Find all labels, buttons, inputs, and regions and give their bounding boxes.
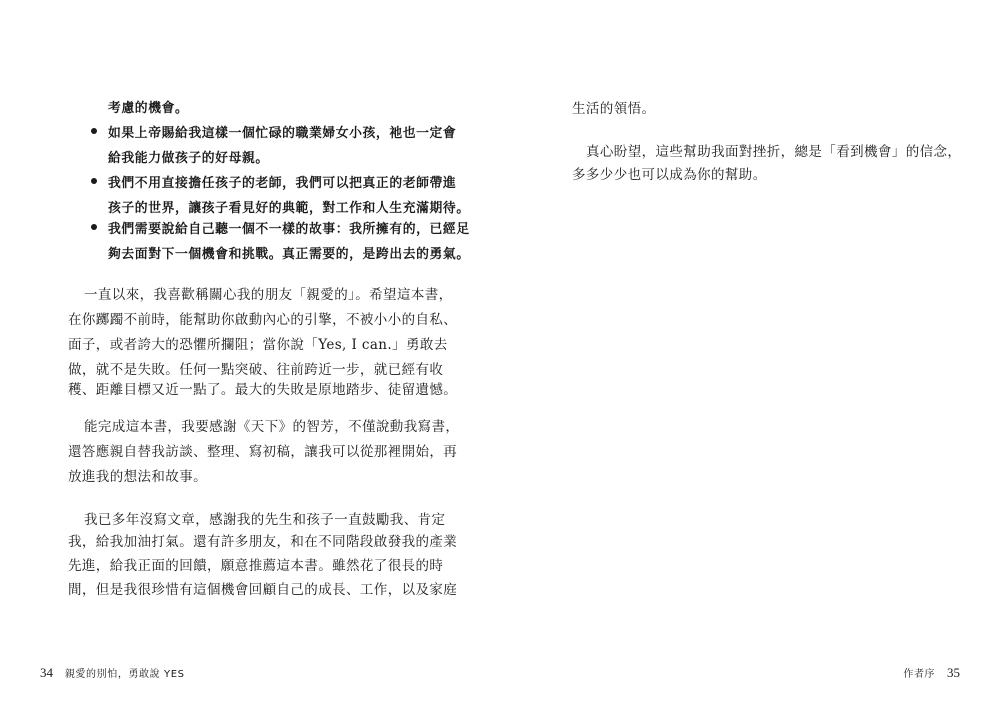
paragraph-1-line-2: 在你躑躅不前時，能幫助你啟動內心的引擎，不被小小的自私、 bbox=[68, 312, 458, 328]
paragraph-3-line-1: 我已多年沒寫文章，感謝我的先生和孩子一直鼓勵我、肯定 bbox=[84, 512, 446, 528]
bullet-item-2-line-2: 孩子的世界，讓孩子看見好的典範，對工作和人生充滿期待。 bbox=[108, 201, 470, 216]
bullet-item-1-line-2: 給我能力做孩子的好母親。 bbox=[108, 151, 269, 166]
bullet-item-3-line-2: 夠去面對下一個機會和挑戰。真正需要的，是跨出去的勇氣。 bbox=[108, 247, 470, 262]
paragraph-3-line-2: 我，給我加油打氣。還有許多朋友，和在不同階段啟發我的產業 bbox=[68, 534, 458, 550]
bullet-item-3-line-1: 我們需要說給自己聽一個不一樣的故事：我所擁有的，已經足 bbox=[108, 222, 470, 237]
running-head-book-title: 親愛的別怕，勇敢說 YES bbox=[64, 669, 185, 680]
paragraph-final-line-1: 真心盼望，這些幫助我面對挫折，總是「看到機會」的信念， bbox=[586, 144, 962, 160]
left-folio bbox=[40, 665, 185, 681]
bullet-dot-icon bbox=[91, 224, 97, 230]
page-number: 35 bbox=[947, 665, 960, 680]
right-folio bbox=[903, 665, 960, 681]
bullet-item-1-line-1: 如果上帝賜給我這樣一個忙碌的職業婦女小孩，祂也一定會 bbox=[108, 126, 457, 141]
paragraph-2-line-2: 還答應親自替我訪談、整理、寫初稿，讓我可以從那裡開始，再 bbox=[68, 444, 458, 460]
paragraph-final-line-2: 多多少少也可以成為你的幫助。 bbox=[572, 167, 767, 183]
running-head-section-title: 作者序 bbox=[903, 669, 936, 680]
page-number: 34 bbox=[40, 665, 53, 680]
paragraph-continuation: 生活的領悟。 bbox=[572, 101, 656, 117]
paragraph-2-line-1: 能完成這本書，我要感謝《天下》的智芳，不僅說動我寫書， bbox=[84, 419, 460, 435]
paragraph-1-line-3: 面子，或者誇大的恐懼所攔阻；當你說「Yes, I can.」勇敢去 bbox=[68, 337, 448, 353]
right-page bbox=[500, 0, 1000, 710]
bullet-dot-icon bbox=[91, 128, 97, 134]
paragraph-1-line-1: 一直以來，我喜歡稱關心我的朋友「親愛的」。希望這本書， bbox=[84, 287, 453, 303]
bullet-dot-icon bbox=[91, 178, 97, 184]
paragraph-1-line-4: 做，就不是失敗。任何一點突破、往前跨近一步，就已經有收 bbox=[68, 362, 444, 378]
bullet-continuation: 考慮的機會。 bbox=[108, 101, 189, 116]
paragraph-2-line-3: 放進我的想法和故事。 bbox=[68, 469, 207, 485]
paragraph-1-line-5: 穫、距離目標又近一點了。最大的失敗是原地踏步、徒留遺憾。 bbox=[68, 382, 458, 398]
paragraph-3-line-4: 間，但是我很珍惜有這個機會回顧自己的成長、工作，以及家庭 bbox=[68, 582, 458, 598]
bullet-item-2-line-1: 我們不用直接擔任孩子的老師，我們可以把真正的老師帶進 bbox=[108, 176, 457, 191]
paragraph-3-line-3: 先進，給我正面的回饋，願意推薦這本書。雖然花了很長的時 bbox=[68, 558, 444, 574]
